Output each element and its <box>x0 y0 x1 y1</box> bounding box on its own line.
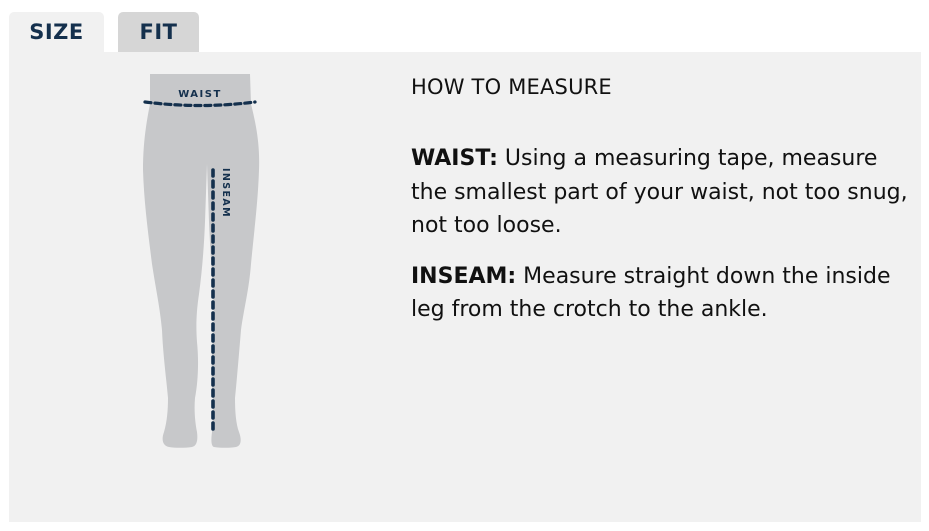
leg-measurement-illustration <box>141 72 261 452</box>
leg-silhouette <box>143 74 259 448</box>
inseam-term: INSEAM: <box>411 263 517 289</box>
tab-bar <box>9 12 199 52</box>
size-panel <box>9 52 921 522</box>
how-to-measure-heading: HOW TO MEASURE <box>411 75 612 99</box>
waist-instruction-text: Using a measuring tape, measure the smallest part of your waist, not too snug, not too loose. <box>411 146 908 238</box>
tab-size[interactable]: SIZE <box>9 12 104 52</box>
waist-term: WAIST: <box>411 146 498 171</box>
inseam-instruction <box>411 260 911 327</box>
waist-figure-label: WAIST <box>178 89 222 100</box>
waist-instruction <box>411 142 911 243</box>
inseam-instruction-text: Measure straight down the inside leg from the crotch to the ankle. <box>411 263 891 322</box>
tab-fit[interactable]: FIT <box>118 12 199 52</box>
measure-instructions <box>411 72 911 344</box>
inseam-figure-label: INSEAM <box>220 168 231 219</box>
